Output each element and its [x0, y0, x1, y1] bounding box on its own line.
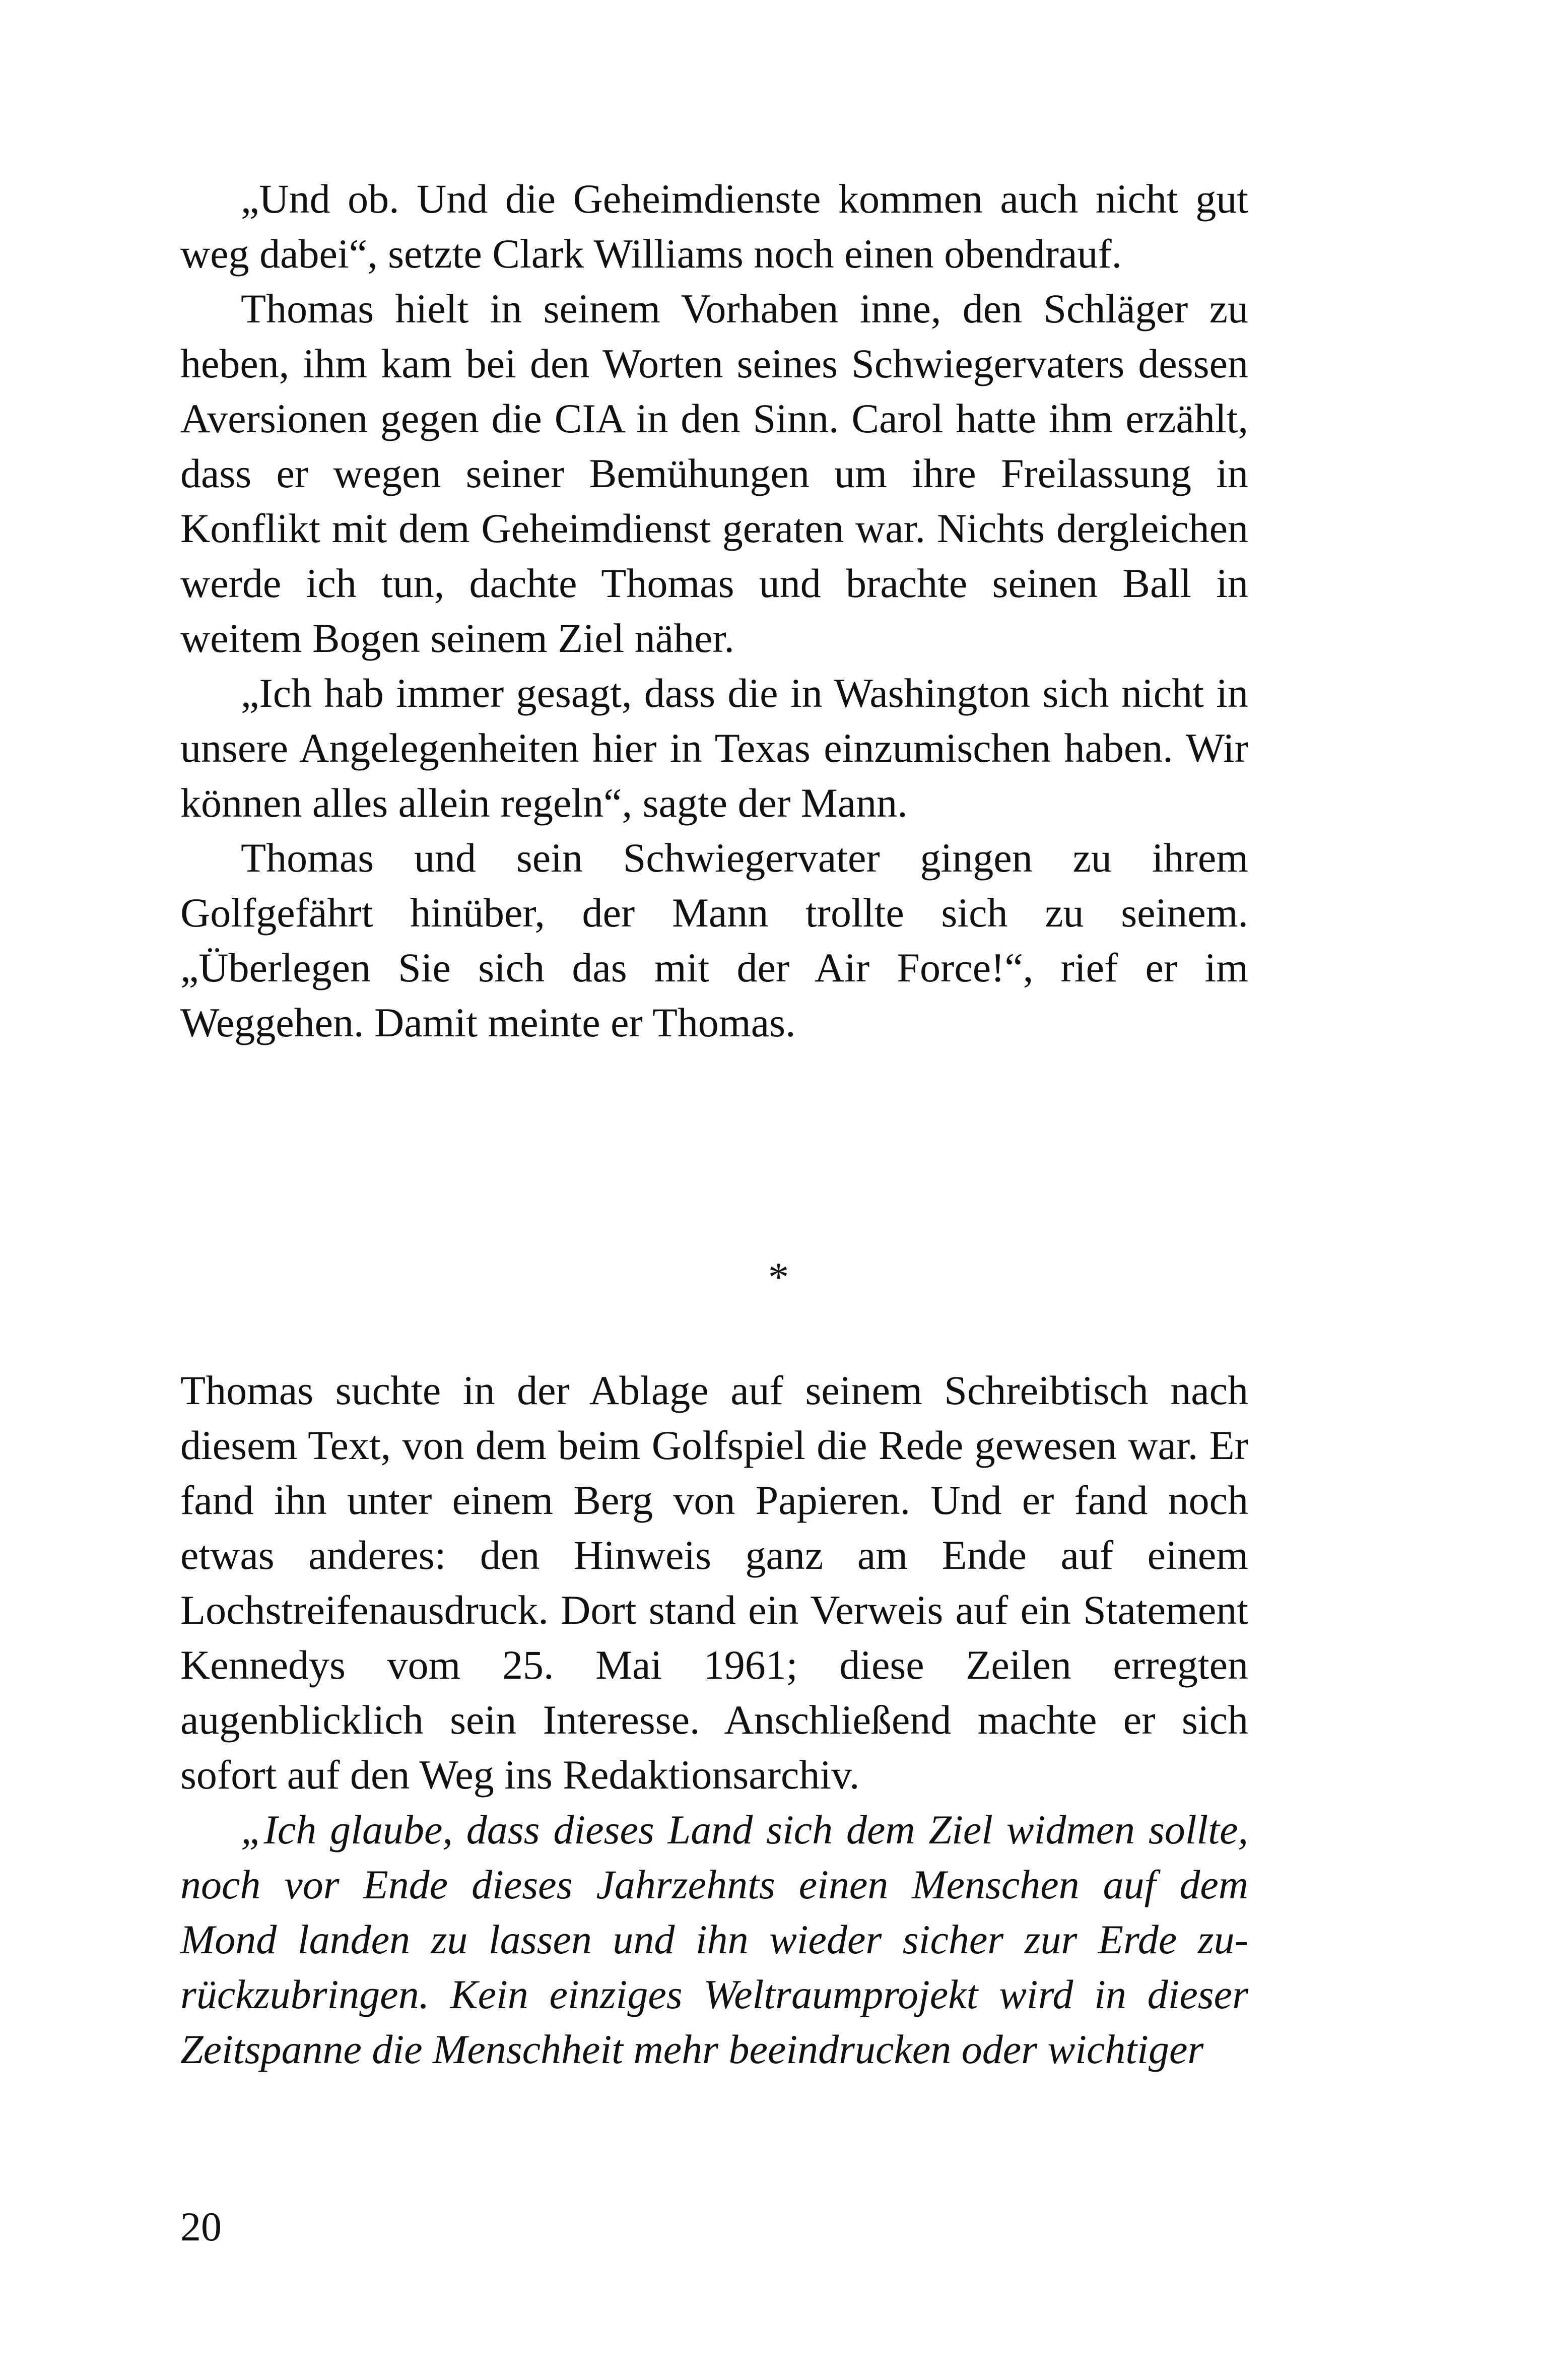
paragraph: „Und ob. Und die Geheimdienste kommen auch nicht gut weg dabei“, setzte Clark Williams noch einen obendrauf. — [180, 176, 1248, 277]
paragraph: Thomas hielt in seinem Vorhaben inne, den Schläger zu heben, ihm kam bei den Worten seines Schwiegervaters dessen Aversionen gegen die CIA in den Sinn. Carol hatte ihm erzählt, dass er wegen seiner Bemühungen um ihre Freilassung in Konflikt mit dem Geheimdienst geraten war. Nichts dergleichen werde ich tun, dachte Thomas und brachte seinen Ball in weitem Bogen seinem Ziel näher. — [180, 286, 1248, 661]
quote-paragraph: „Ich glaube, dass dieses Land sich dem Ziel widmen sollte, noch vor Ende dieses Jahrzehnts einen Menschen auf dem Mond landen zu lassen und ihn wieder sicher zur Erde zurückzubringen. Kein einziges Weltraumprojekt wird in dieser Zeitspanne die Menschheit mehr beeindrucken oder wichtiger — [180, 1807, 1248, 2072]
text-block-top — [180, 171, 1248, 1050]
text-block-bottom — [180, 1363, 1248, 2077]
paragraph: Thomas und sein Schwiegervater gingen zu ihrem Golfgefährt hinüber, der Mann trollte sich zu seinem. „Überlegen Sie sich das mit der Air Force!“, rief er im Weggehen. Damit meinte er Thomas. — [180, 835, 1248, 1045]
section-separator: * — [768, 1254, 789, 1300]
paragraph: „Ich hab immer gesagt, dass die in Washington sich nicht in unsere Angelegenheiten hier in Texas einzumischen haben. Wir können alles allein regeln“, sagte der Mann. — [180, 670, 1248, 826]
page-number: 20 — [180, 2204, 222, 2250]
paragraph: Thomas suchte in der Ablage auf seinem Schreibtisch nach diesem Text, von dem beim Golfspiel die Rede gewesen war. Er fand ihn unter einem Berg von Papieren. Und er fand noch etwas anderes: den Hinweis ganz am Ende auf einem Lochstreifenausdruck. Dort stand ein Verweis auf ein Statement Kennedys vom 25. Mai 1961; diese Zeilen erregten augenblicklich sein Interesse. Anschließend machte er sich sofort auf den Weg ins Redaktionsarchiv. — [180, 1367, 1248, 1798]
